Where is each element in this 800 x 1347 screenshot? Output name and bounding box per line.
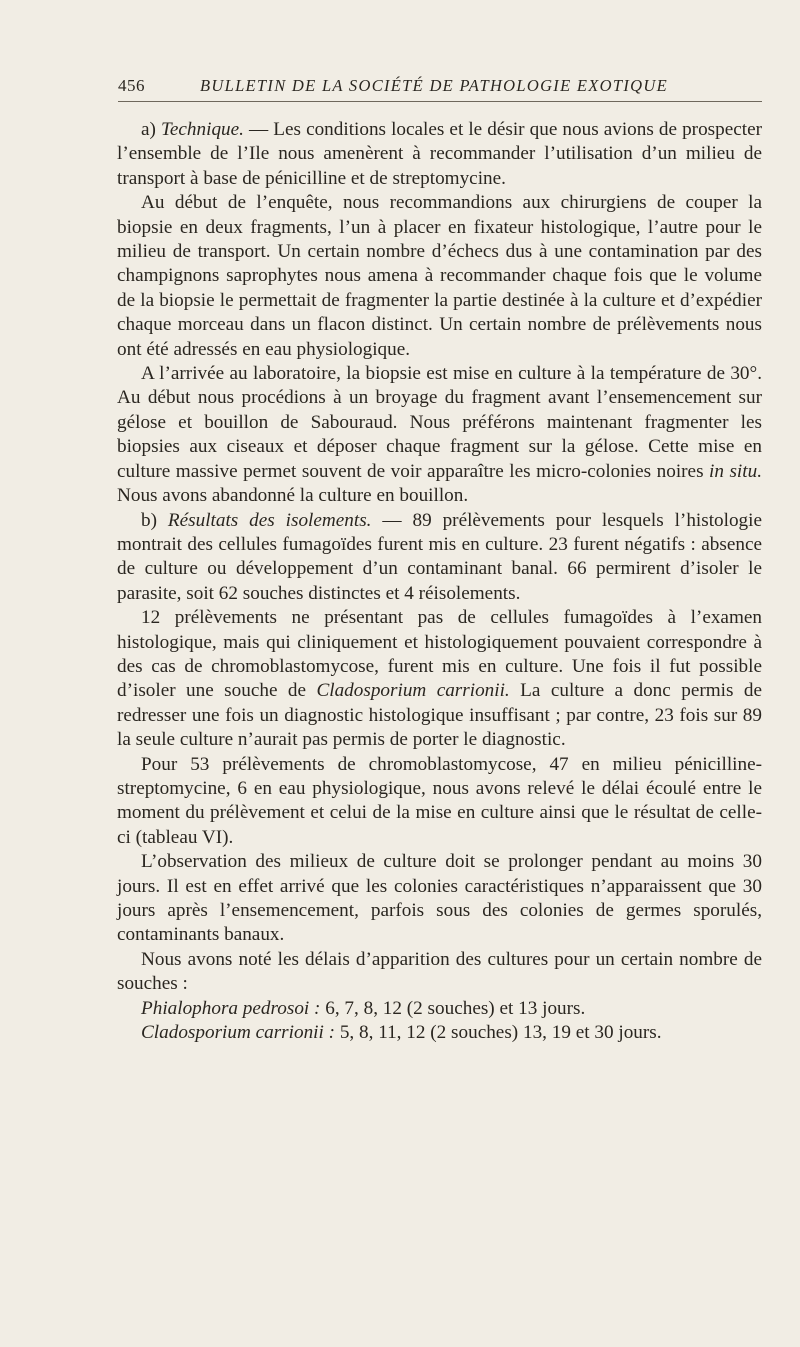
paragraph-results — [117, 509, 762, 607]
running-header — [118, 74, 760, 102]
section-heading-technique: Technique. — [160, 119, 244, 140]
header-rule — [118, 101, 762, 102]
paragraph-technique — [117, 118, 762, 191]
species-days: 6, 7, 8, 12 (2 souches) et 13 jours. — [320, 997, 586, 1019]
body-text — [117, 118, 762, 1045]
italic-term: in situ. — [709, 460, 762, 482]
paragraph-fumagoid — [117, 606, 762, 752]
paragraph-delay: Pour 53 prélèvements de chromoblastomycose, 47 en milieu pénicilline-streptomycine, 6 en eau physiologique, nous avons relevé le délai écoulé entre le moment du prélèvement et celui de la mise en culture ainsi que le résultat de celle-ci (tableau VI). — [117, 753, 762, 848]
paragraph-text: Nous avons abandonné la culture en bouillon. — [117, 485, 469, 507]
paragraph-laboratory — [117, 362, 762, 508]
species-line-phialophora — [117, 997, 762, 1021]
section-label-a: a) — [141, 119, 161, 140]
paragraph-text: La culture a donc permis de redresser une fois un diagnostic histologique insuffisant ; par contre, 23 fois sur 89 la seule culture n’aurait pas permis de porter le diagnostic. — [117, 680, 762, 751]
species-days: 5, 8, 11, 12 (2 souches) 13, 19 et 30 jours. — [335, 1022, 662, 1044]
running-title: BULLETIN DE LA SOCIÉTÉ DE PATHOLOGIE EXOTIQUE — [200, 76, 668, 95]
section-label-b: b) — [141, 509, 168, 531]
section-heading-results: Résultats des isolements. — [167, 509, 372, 531]
species-line-cladosporium — [117, 1021, 762, 1045]
paragraph-biopsy: Au début de l’enquête, nous recommandions aux chirurgiens de couper la biopsie en deux fragments, l’un à placer en fixateur histologique, l’autre pour le milieu de transport. Un certain nombre d’échecs dus à une contamination par des champignons saprophytes nous amena à recommander chaque fois que le volume de la biopsie le permettait de fragmenter la partie destinée à la culture et d’expédier chaque morceau dans un flacon distinct. Un certain nombre de prélèvements nous ont été adressés en eau physiologique. — [117, 192, 762, 360]
italic-species: Cladosporium carrionii. — [316, 680, 510, 702]
species-name: Cladosporium carrionii : — [141, 1022, 336, 1044]
paragraph-text: — Les conditions locales et le désir que nous avions de prospecter l’ensemble de l’Ile nous amenèrent à recommander l’utilisation d’un milieu de transport à base de pénicilline et de streptomycine. — [117, 119, 762, 189]
page-number: 456 — [118, 76, 145, 95]
paragraph-text: 12 prélèvements ne présentant pas de cellules fumagoïdes à l’examen histologique, mais qui cliniquement et histologiquement pouvaient correspondre à des cas de chromoblastomycose, furent mis en culture. Une fois il fut possible d’isoler une souche de — [117, 607, 762, 702]
paragraph-text: A l’arrivée au laboratoire, la biopsie est mise en culture à la température de 30°. Au début nous procédions à un broyage du fragment avant l’ensemencement sur gélose et bouillon de Sabouraud. Nous préférons maintenant fragmenter les biopsies aux ciseaux et déposer chaque fragment sur la gélose. Cette mise en culture massive permet souvent de voir apparaître les micro-colonies noires — [117, 363, 762, 482]
paragraph-appearance: Nous avons noté les délais d’apparition des cultures pour un certain nombre de souches : — [117, 948, 762, 995]
species-name: Phialophora pedrosoi : — [141, 997, 321, 1019]
paragraph-text: — 89 prélèvements pour lesquels l’histologie montrait des cellules fumagoïdes furent mis en culture. 23 furent négatifs : absence de culture ou développement d’un contaminant banal. 66 permirent d’isoler le parasite, soit 62 souches distinctes et 4 réisolements. — [117, 509, 763, 604]
paragraph-observation: L’observation des milieux de culture doit se prolonger pendant au moins 30 jours. Il est en effet arrivé que les colonies caractéristiques n’apparaissent que 30 jours après l’ensemencement, parfois sous des colonies de germes sporulés, contaminants banaux. — [117, 851, 762, 946]
